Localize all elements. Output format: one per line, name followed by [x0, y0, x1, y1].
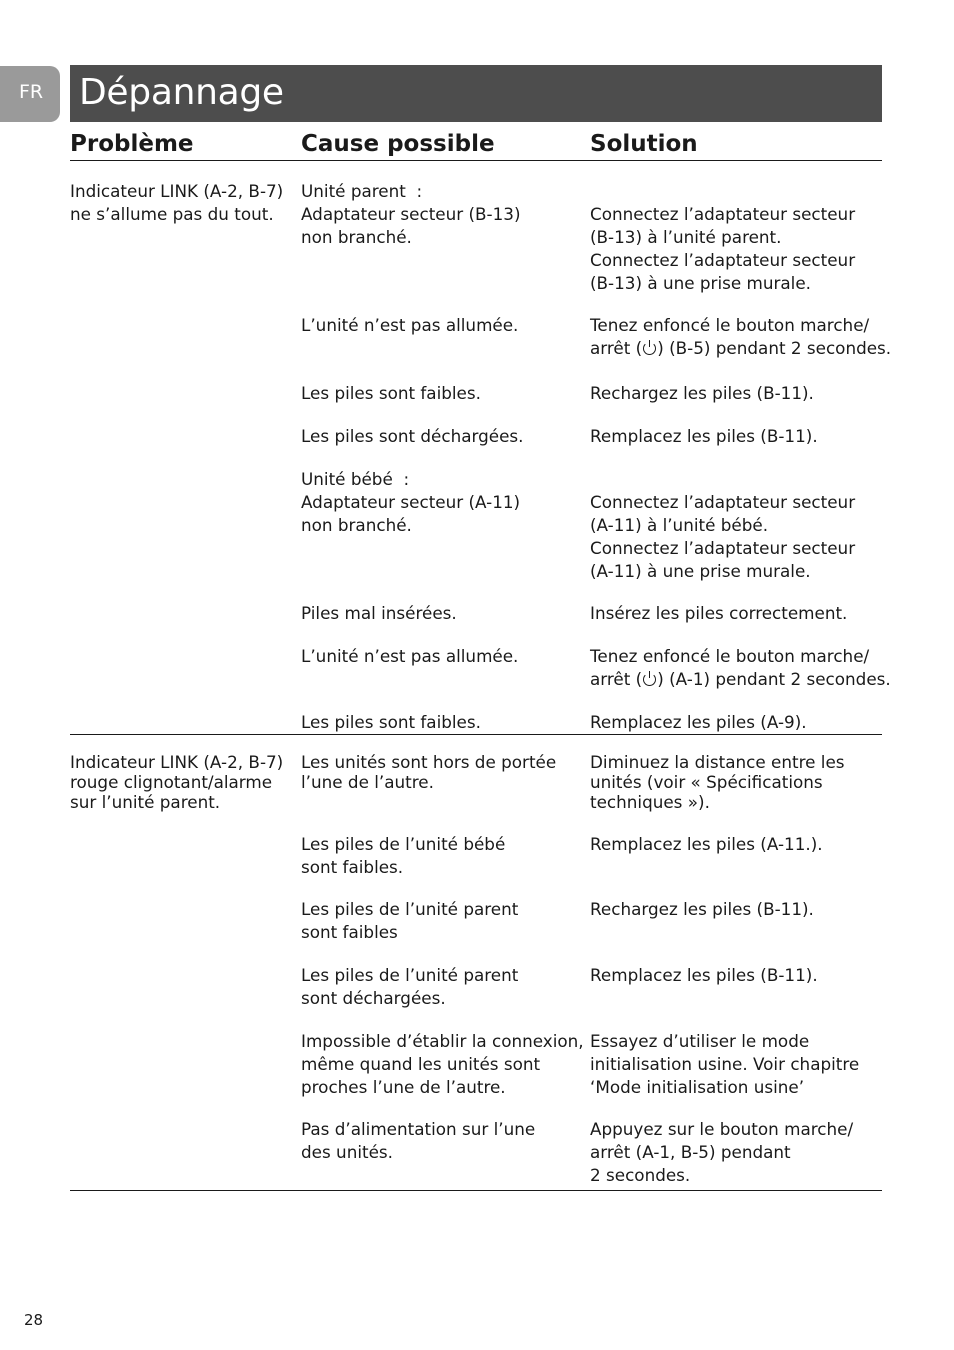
cause-cell: Les piles sont faibles. — [301, 383, 481, 403]
solution-cell: Essayez d’utiliser le mode initialisation usine. Voir chapitre ‘Mode initialisation usine’ — [590, 1031, 860, 1097]
power-icon — [643, 342, 656, 355]
solution-text: Tenez enfoncé le bouton marche/ arrêt ( — [590, 646, 870, 689]
solution-cell: Remplacez les piles (B-11). — [590, 426, 818, 446]
cause-cell: Les piles de l’unité parent sont déchargées. — [301, 965, 519, 1008]
solution-cell: Remplacez les piles (A-11.). — [590, 834, 823, 854]
header-rule — [70, 160, 882, 161]
cause-cell: Les piles sont déchargées. — [301, 426, 524, 446]
solution-cell: Connectez l’adaptateur secteur (A-11) à l’unité bébé. Connectez l’adaptateur secteur (A-11) à une prise murale. — [590, 492, 856, 581]
cause-cell: Impossible d’établir la connexion, même quand les unités sont proches l’une de l’autre. — [301, 1031, 584, 1097]
solution-cell: Remplacez les piles (B-11). — [590, 965, 818, 985]
header-solution: Solution — [590, 131, 698, 157]
power-icon — [643, 673, 656, 686]
cause-cell: Les piles de l’unité parent sont faibles — [301, 899, 519, 942]
solution-cell: Rechargez les piles (B-11). — [590, 899, 814, 919]
solution-cell: Insérez les piles correctement. — [590, 603, 848, 623]
cause-cell: Les piles sont faibles. — [301, 712, 481, 732]
cause-cell: Pas d’alimentation sur l’une des unités. — [301, 1119, 536, 1162]
header-problem: Problème — [70, 131, 194, 157]
solution-text: Tenez enfoncé le bouton marche/ arrêt ( — [590, 315, 870, 358]
solution-cell: Appuyez sur le bouton marche/ arrêt (A-1, B-5) pendant 2 secondes. — [590, 1119, 854, 1185]
header-cause: Cause possible — [301, 131, 495, 157]
table-bottom-rule — [70, 1190, 882, 1191]
solution-cell: Connectez l’adaptateur secteur (B-13) à l’unité parent. Connectez l’adaptateur secteur (B-13) à une prise murale. — [590, 204, 856, 293]
solution-text: ) (A-1) pendant 2 secondes. — [657, 669, 891, 689]
page-number: 28 — [24, 1311, 44, 1329]
solution-cell: Rechargez les piles (B-11). — [590, 383, 814, 403]
page-title: Dépannage — [79, 72, 284, 113]
problem-cell: Indicateur LINK (A-2, B-7) rouge clignotant/alarme sur l’unité parent. — [70, 752, 284, 812]
cause-cell: Piles mal insérées. — [301, 603, 457, 623]
cause-cell: Unité parent : Adaptateur secteur (B-13) non branché. — [301, 181, 521, 247]
cause-cell: Unité bébé : Adaptateur secteur (A-11) non branché. — [301, 469, 521, 535]
solution-cell — [590, 645, 891, 691]
problem-cell: Indicateur LINK (A-2, B-7) ne s’allume pas du tout. — [70, 181, 284, 224]
row-divider — [70, 734, 882, 735]
cause-cell: L’unité n’est pas allumée. — [301, 315, 519, 335]
solution-cell: Remplacez les piles (A-9). — [590, 712, 807, 732]
cause-cell: Les unités sont hors de portée l’une de l’autre. — [301, 752, 557, 792]
language-tab — [0, 66, 60, 122]
language-label: FR — [19, 81, 44, 103]
title-bar — [70, 65, 882, 122]
solution-cell — [590, 314, 891, 360]
solution-text: ) (B-5) pendant 2 secondes. — [657, 338, 892, 358]
solution-cell: Diminuez la distance entre les unités (voir « Spécifications techniques »). — [590, 752, 845, 812]
cause-cell: L’unité n’est pas allumée. — [301, 646, 519, 666]
cause-cell: Les piles de l’unité bébé sont faibles. — [301, 834, 506, 877]
